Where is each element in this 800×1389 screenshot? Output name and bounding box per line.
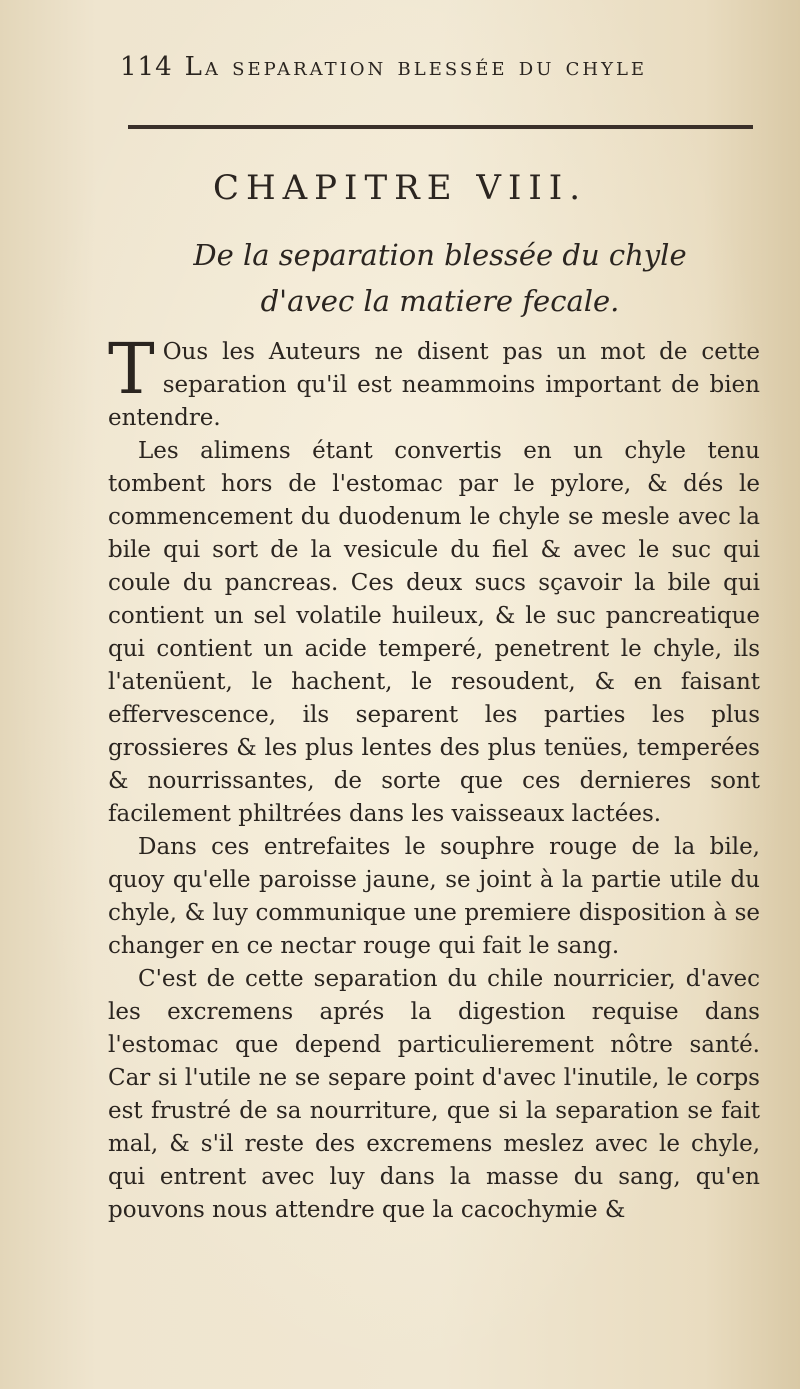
page-number: 114 — [120, 52, 173, 82]
drop-cap: T — [108, 328, 155, 410]
chapter-title: CHAPITRE VIII. — [212, 168, 588, 208]
paragraph-3: Dans ces entrefaites le souphre rouge de la bile, quoy qu'elle paroisse jaune, se joint à la partie utile du chyle, & luy communique une premiere disposition à se changer en ce nectar rouge qui fait le sang. — [108, 834, 760, 959]
chapter-subtitle: De la separation blessée du chyle d'avec la matiere fecale. — [193, 238, 687, 318]
paragraph-2: Les alimens étant convertis en un chyle tenu tombent hors de l'estomac par le pylore, & dés le commencement du duodenum le chyle se mesle avec la bile qui sort de la vesicule du fiel & avec le suc qui coule du pancreas. Ces deux sucs sçavoir la bile qui contient un sel volatile huileux, & le suc pancreatique qui contient un acide temperé, penetrent le chyle, ils l'atenüent, le hachent, le resoudent, & en faisant effervescence, ils separent les parties les plus grossieres & les plus lentes des plus tenües, temperées & nourrissantes, de sorte que ces dernieres sont facilement philtrées dans les vaisseaux lactées. — [108, 438, 760, 827]
paragraph-1 — [108, 328, 760, 435]
header-rule — [128, 125, 753, 129]
paragraph-1-text: Ous les Auteurs ne disent pas un mot de cette separation qu'il est neammoins important de bien entendre. — [108, 339, 760, 431]
body-text — [108, 328, 760, 1227]
page-header — [120, 52, 750, 82]
paragraph-4: C'est de cette separation du chile nourricier, d'avec les excremens aprés la digestion requise dans l'estomac que depend particulierement nôtre santé. Car si l'utile ne se separe point d'avec l'inutile, le corps est frustré de sa nourriture, que si la separation se fait mal, & s'il reste des excremens meslez avec le chyle, qui entrent avec luy dans la masse du sang, qu'en pouvons nous attendre que la cacochymie & — [108, 966, 760, 1223]
running-title: La separation blessée du chyle — [184, 52, 648, 82]
